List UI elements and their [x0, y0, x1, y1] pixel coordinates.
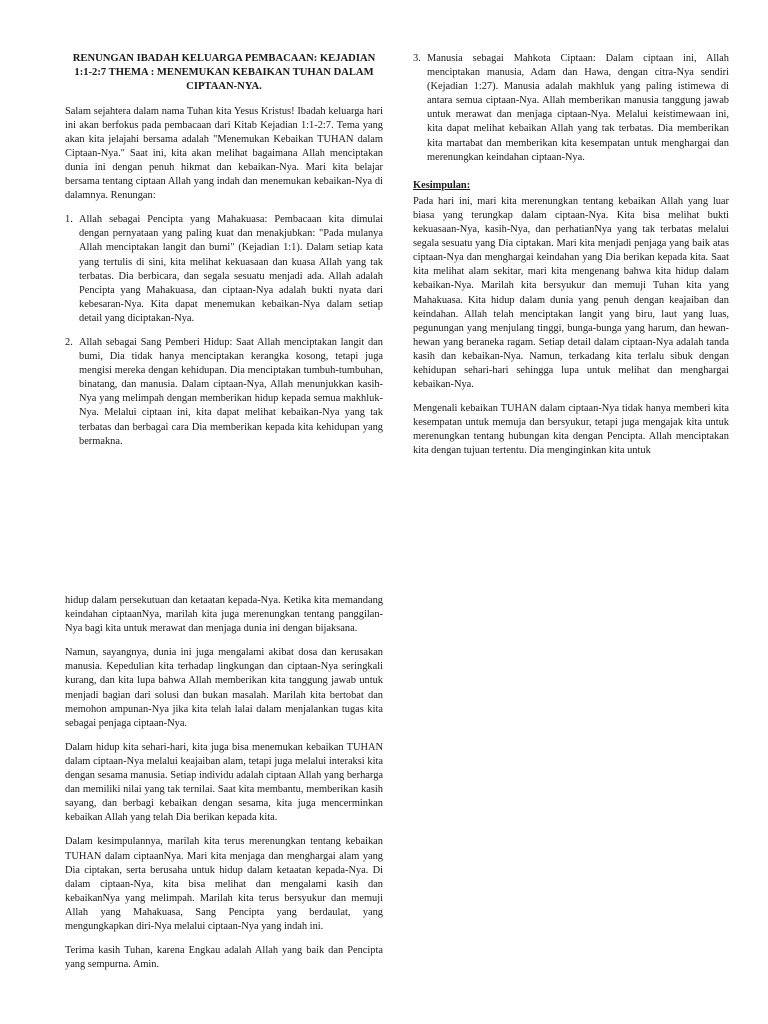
- closing-prayer: Terima kasih Tuhan, karena Engkau adalah Allah yang baik dan Pencipta yang sempurna. Amin.: [65, 945, 383, 971]
- list-item: [413, 52, 729, 165]
- left-column-bottom: [65, 594, 383, 982]
- list-text: Allah sebagai Sang Pemberi Hidup: Saat Allah menciptakan langit dan bumi, Dia tidak hanya menciptakan kerangka kosong, tetapi juga mengisi mereka dengan kehidupan. Dia menciptakan tumbuh-tumbuhan, binatang, dan manusia. Dalam ciptaan-Nya, Allah menunjukkan kasih-Nya yang melimpah dengan memberikan hidup kepada semua makhluk-Nya. Melalui ciptaan ini, kita dapat melihat kebaikan-Nya yang tak terbatas dan berbagai cara Dia memberikan kepada kita kehidupan yang bermakna.: [79, 337, 383, 447]
- conclusion-paragraph: Mengenali kebaikan TUHAN dalam ciptaan-Nya tidak hanya memberi kita kesempatan untuk memuja dan bersyukur, tetapi juga mengajak kita untuk merenungkan tentang hubungan kita dengan Pencipta. Allah menciptakan kita dengan tujuan tertentu. Dia menginginkan kita untuk: [413, 403, 729, 457]
- list-number: 1.: [65, 214, 73, 226]
- list-number: 3.: [413, 53, 421, 64]
- reflection-list: [65, 213, 383, 449]
- body-paragraph: Dalam kesimpulannya, marilah kita terus merenungkan tentang kebaikan TUHAN dalam ciptaanNya. Mari kita menjaga dan menghargai alam yang Dia ciptakan, serta berusaha untuk hidup dalam ketaatan kepada-Nya. Di dalam ciptaan-Nya, kita bisa melihat dan mengalami kasih dan kebaikanNya yang melimpah. Marilah kita terus bersyukur dan memuji Allah yang Mahakuasa, Sang Pencipta yang berdaulat, yang mengungkapkan diri-Nya melalui ciptaan-Nya yang indah ini.: [65, 836, 383, 932]
- list-number: 2.: [65, 337, 73, 349]
- intro-paragraph: Salam sejahtera dalam nama Tuhan kita Yesus Kristus! Ibadah keluarga hari ini akan berfokus pada pembacaan dari Kitab Kejadian 1:1-2:7. Tema yang akan kita jelajahi bersama adalah "Menemukan Kebaikan TUHAN dalam Ciptaan-Nya." Saat ini, kita akan melihat bagaimana Allah menciptakan dunia ini dengan penuh hikmat dan kebaikan-Nya. Mari kita belajar bersama tentang ciptaan Allah yang indah dan menemukan kebaikan-Nya di dalamnya. Renungan:: [65, 105, 383, 202]
- conclusion-heading: Kesimpulan:: [413, 179, 471, 191]
- list-text: Allah sebagai Pencipta yang Mahakuasa: Pembacaan kita dimulai dengan pernyataan yang paling kuat dan menakjubkan: "Pada mulanya Allah menciptakan langit dan bumi" (Kejadian 1:1). Dalam setiap kata yang tertulis di sini, kita melihat kekuasaan dan kuasa Allah yang tak terbatas. Dia berbicara, dan segala sesuatu menjadi ada. Allah adalah Pencipta yang Mahakuasa, dan ciptaan-Nya adalah bukti nyata dari kebesaran-Nya. Kita dapat menemukan kebaikan-Nya dalam setiap detail yang diciptakan-Nya.: [79, 214, 383, 324]
- body-paragraph: Dalam hidup kita sehari-hari, kita juga bisa menemukan kebaikan TUHAN dalam ciptaan-Nya melalui keajaiban alam, tetapi juga melalui interaksi kita dengan sesama manusia. Setiap individu adalah ciptaan Allah yang berharga dan memiliki nilai yang tak ternilai. Saat kita membantu, memberikan kasih sayang, dan berbagi kebaikan dengan sesama, kita juga mencerminkan kebaikan Allah yang telah Dia berikan kepada kita.: [65, 741, 383, 824]
- right-column-top: [413, 52, 729, 469]
- left-column-top: [65, 52, 383, 459]
- list-item: [65, 336, 383, 449]
- body-paragraph: Namun, sayangnya, dunia ini juga mengalami akibat dosa dan kerusakan manusia. Kepedulian kita terhadap lingkungan dan ciptaan-Nya seringkali kurang, dan kita lupa bahwa Allah memberikan kita tanggung jawab untuk menjadi bagian dari solusi dan bukan masalah. Marilah kita bertobat dan memohon ampunan-Nya jika kita telah lalai dalam menjalankan tugas kita sebagai penjaga ciptaan-Nya.: [65, 647, 383, 729]
- conclusion-paragraph: Pada hari ini, mari kita merenungkan tentang kebaikan Allah yang luar biasa yang terungkap dalam ciptaan-Nya. Kita bisa melihat bukti kekuasaan-Nya, kasih-Nya, dan perhatianNya yang tak terbatas melalui segala sesuatu yang Dia ciptakan. Mari kita menjadi penjaga yang baik atas ciptaan-Nya dan menghargai keindahan yang Dia berikan kepada kita. Saat kita melihat alam sekitar, mari kita mengenang bahwa kita hidup dalam kebaikan-Nya. Marilah kita bersyukur dan memuji Tuhan kita yang Mahakuasa. Kita hidup dalam dunia yang penuh dengan keajaiban dan keindahan. Allah telah menciptakan langit yang biru, laut yang luas, pegunungan yang menjulang tinggi, bunga-bunga yang harum, dan hewan-hewan yang beraneka ragam. Setiap detail dalam ciptaan-Nya adalah tanda kasih dan kebaikan-Nya. Namun, terkadang kita terlalu sibuk dengan kehidupan sehari-hari sehingga lupa untuk melihat dan menghargai kebaikan-Nya.: [413, 195, 729, 391]
- reflection-list-continued: [413, 52, 729, 165]
- body-paragraph: hidup dalam persekutuan dan ketaatan kepada-Nya. Ketika kita memandang keindahan ciptaanNya, marilah kita juga merenungkan tentang panggilan-Nya bagi kita untuk merawat dan menjaga dunia ini dengan bijaksana.: [65, 595, 383, 635]
- list-text: Manusia sebagai Mahkota Ciptaan: Dalam ciptaan ini, Allah menciptakan manusia, Adam dan Hawa, dengan citra-Nya sendiri (Kejadian 1:27). Manusia adalah makhluk yang paling istimewa di antara semua ciptaan-Nya. Allah memberikan manusia tanggung jawab untuk merawat dan menjaga ciptaan-Nya. Melalui keistimewaan ini, kita dapat melihat kebaikan Allah yang tak terbatas. Dia memberikan kita martabat dan memberikan kita kesempatan untuk menghargai dan merenungkan keindahan ciptaan-Nya.: [427, 53, 729, 163]
- list-item: [65, 213, 383, 326]
- document-title: RENUNGAN IBADAH KELUARGA PEMBACAAN: KEJADIAN 1:1-2:7 THEMA : MENEMUKAN KEBAIKAN TUHAN DALAM CIPTAAN-NYA.: [72, 53, 376, 93]
